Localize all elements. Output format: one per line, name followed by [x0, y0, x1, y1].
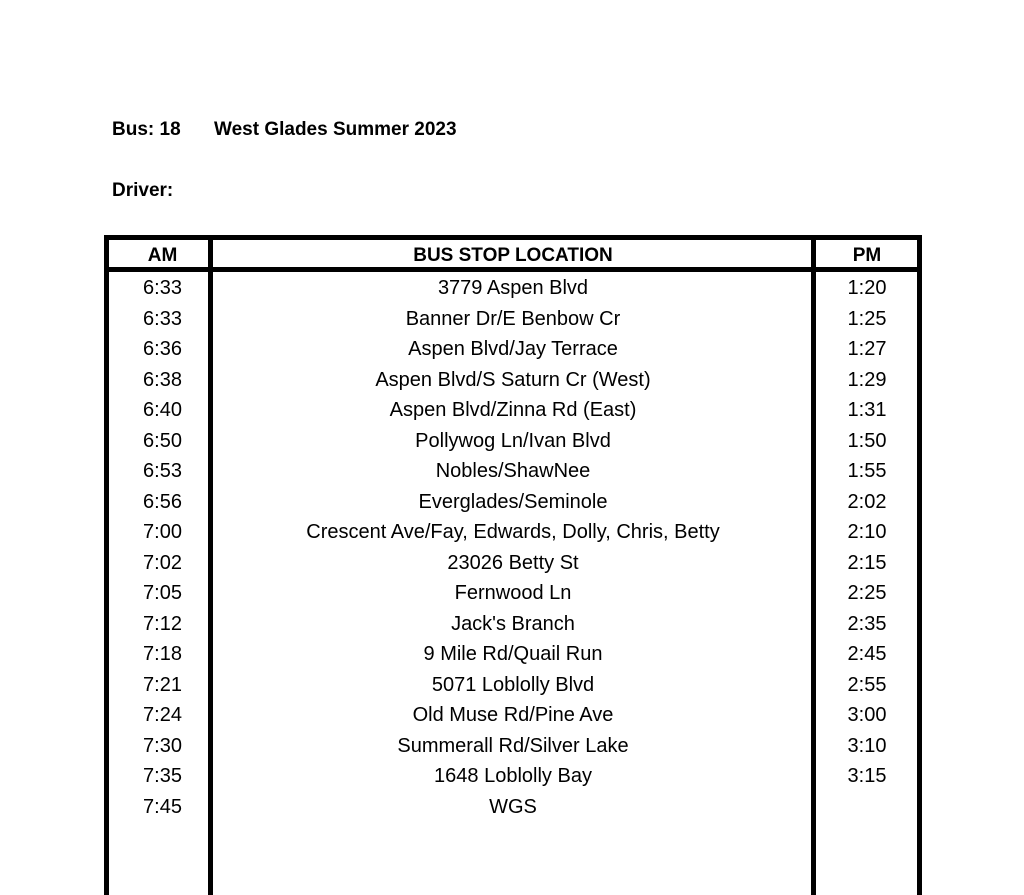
stop-location: 9 Mile Rd/Quail Run — [423, 643, 603, 665]
stop-location: Everglades/Seminole — [418, 490, 608, 513]
table-top-border — [104, 235, 922, 240]
stop-location: Aspen Blvd/S Saturn Cr (West) — [375, 368, 651, 391]
stop-location: Nobles/ShawNee — [435, 460, 591, 482]
stop-location: Pollywog Ln/Ivan Blvd — [415, 429, 611, 452]
am-time: 6:33 — [143, 277, 182, 299]
stop-location: 5071 Loblolly Blvd — [431, 673, 595, 696]
table-row — [104, 609, 922, 640]
pm-time: 2:25 — [847, 582, 887, 604]
table-row — [104, 700, 922, 731]
pm-time: 2:10 — [847, 521, 887, 543]
bus-number: Bus: 18 — [112, 119, 181, 140]
pm-time: 1:20 — [847, 277, 887, 299]
stop-location: Jack's Branch — [451, 612, 575, 635]
pm-time: 1:27 — [847, 338, 887, 360]
pm-time: 2:02 — [847, 490, 887, 513]
table-body — [104, 273, 922, 822]
am-time: 7:45 — [143, 795, 182, 818]
stop-location: 1648 Loblolly Bay — [434, 765, 592, 787]
pm-time: 2:15 — [847, 551, 887, 574]
stop-location: Banner Dr/E Benbow Cr — [405, 307, 621, 330]
driver-label: Driver: — [112, 180, 174, 201]
stop-location: Old Muse Rd/Pine Ave — [412, 704, 614, 726]
pm-time: 2:35 — [847, 612, 887, 635]
am-time: 7:30 — [143, 734, 182, 757]
am-time: 6:33 — [143, 307, 182, 330]
table-row — [104, 670, 922, 701]
am-time: 7:21 — [143, 673, 182, 696]
table-row — [104, 548, 922, 579]
table-row — [104, 731, 922, 762]
am-time: 7:35 — [143, 765, 182, 787]
table-row — [104, 365, 922, 396]
pm-time: 1:31 — [847, 399, 887, 421]
pm-time: 2:45 — [847, 643, 887, 665]
pm-time: 1:25 — [847, 307, 887, 330]
column-header-pm: PM — [852, 245, 882, 266]
table-row — [104, 517, 922, 548]
schedule-table — [104, 235, 922, 895]
am-time: 7:24 — [143, 704, 182, 726]
pm-time: 3:10 — [847, 734, 887, 757]
stop-location: Fernwood Ln — [454, 582, 572, 604]
table-row — [104, 395, 922, 426]
pm-time: 2:55 — [847, 673, 887, 696]
pm-time: 1:55 — [847, 460, 887, 482]
stop-location: Aspen Blvd/Zinna Rd (East) — [389, 399, 637, 421]
table-row — [104, 426, 922, 457]
route-title: West Glades Summer 2023 — [214, 119, 457, 140]
pm-time: 1:50 — [847, 429, 887, 452]
am-time: 7:18 — [143, 643, 182, 665]
stop-location: Summerall Rd/Silver Lake — [397, 734, 629, 757]
stop-location: 3779 Aspen Blvd — [437, 277, 589, 299]
pm-time: 3:15 — [847, 765, 887, 787]
am-time: 6:53 — [143, 460, 182, 482]
table-row — [104, 792, 922, 823]
table-row — [104, 639, 922, 670]
stop-location: WGS — [489, 795, 537, 818]
table-header-row — [104, 241, 922, 270]
am-time: 7:05 — [143, 582, 182, 604]
table-row — [104, 578, 922, 609]
am-time: 7:00 — [143, 521, 182, 543]
stop-location: Crescent Ave/Fay, Edwards, Dolly, Chris, Betty — [306, 521, 720, 543]
am-time: 6:50 — [143, 429, 182, 452]
am-time: 6:38 — [143, 368, 182, 391]
am-time: 7:12 — [143, 612, 182, 635]
table-row — [104, 456, 922, 487]
am-time: 6:36 — [143, 338, 182, 360]
table-row — [104, 761, 922, 792]
table-row — [104, 304, 922, 335]
column-header-location: BUS STOP LOCATION — [413, 245, 613, 266]
table-row — [104, 273, 922, 304]
column-header-am: AM — [147, 245, 178, 266]
stop-location: Aspen Blvd/Jay Terrace — [408, 338, 618, 360]
stop-location: 23026 Betty St — [447, 551, 579, 574]
table-row — [104, 334, 922, 365]
am-time: 6:56 — [143, 490, 182, 513]
pm-time: 3:00 — [847, 704, 887, 726]
am-time: 7:02 — [143, 551, 182, 574]
am-time: 6:40 — [143, 399, 182, 421]
table-row — [104, 487, 922, 518]
pm-time: 1:29 — [847, 368, 887, 391]
